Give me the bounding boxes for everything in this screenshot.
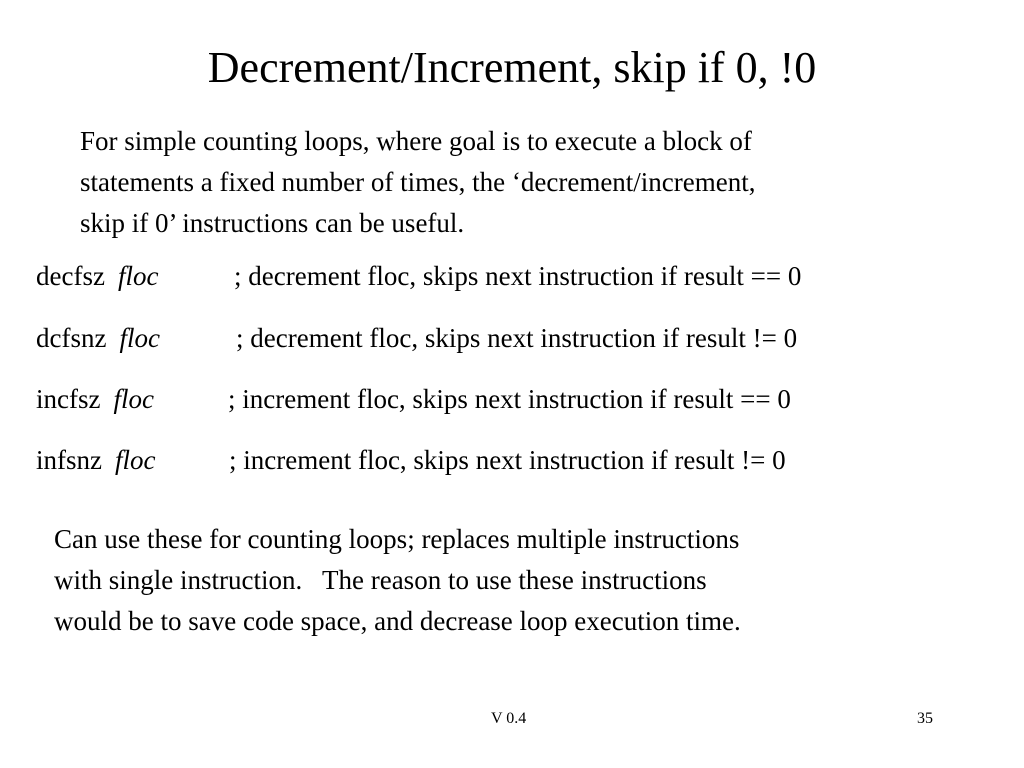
intro-line: For simple counting loops, where goal is to execute a block of bbox=[80, 126, 752, 156]
outro-line: Can use these for counting loops; replaces multiple instructions bbox=[54, 524, 740, 554]
footer-page-number: 35 bbox=[917, 710, 933, 727]
intro-paragraph bbox=[80, 121, 960, 244]
instruction-row-decfsz bbox=[36, 259, 802, 293]
instruction-mnemonic: decfsz bbox=[36, 261, 105, 291]
instruction-row-incfsz bbox=[36, 382, 791, 416]
instruction-comment: ; increment floc, skips next instruction if result == 0 bbox=[228, 384, 791, 414]
instruction-comment: ; decrement floc, skips next instruction if result == 0 bbox=[234, 261, 802, 291]
instruction-operand: floc bbox=[113, 384, 154, 414]
intro-line: statements a fixed number of times, the ‘decrement/increment, bbox=[80, 167, 756, 197]
outro-paragraph bbox=[54, 519, 954, 642]
instruction-comment: ; decrement floc, skips next instruction if result != 0 bbox=[236, 323, 798, 353]
outro-line: would be to save code space, and decrease loop execution time. bbox=[54, 606, 741, 636]
instruction-operand: floc bbox=[119, 323, 160, 353]
footer-version: V 0.4 bbox=[491, 710, 527, 727]
instruction-comment: ; increment floc, skips next instruction if result != 0 bbox=[229, 445, 786, 475]
instruction-mnemonic: incfsz bbox=[36, 384, 101, 414]
outro-line: with single instruction. The reason to use these instructions bbox=[54, 565, 707, 595]
instruction-row-infsnz bbox=[36, 443, 786, 477]
instruction-row-dcfsnz bbox=[36, 321, 798, 355]
slide-title: Decrement/Increment, skip if 0, !0 bbox=[207, 43, 817, 92]
instruction-operand: floc bbox=[117, 261, 159, 291]
instruction-mnemonic: dcfsnz bbox=[36, 323, 107, 353]
instruction-mnemonic: infsnz bbox=[36, 445, 102, 475]
instruction-operand: floc bbox=[114, 445, 156, 475]
intro-line: skip if 0’ instructions can be useful. bbox=[80, 208, 465, 238]
